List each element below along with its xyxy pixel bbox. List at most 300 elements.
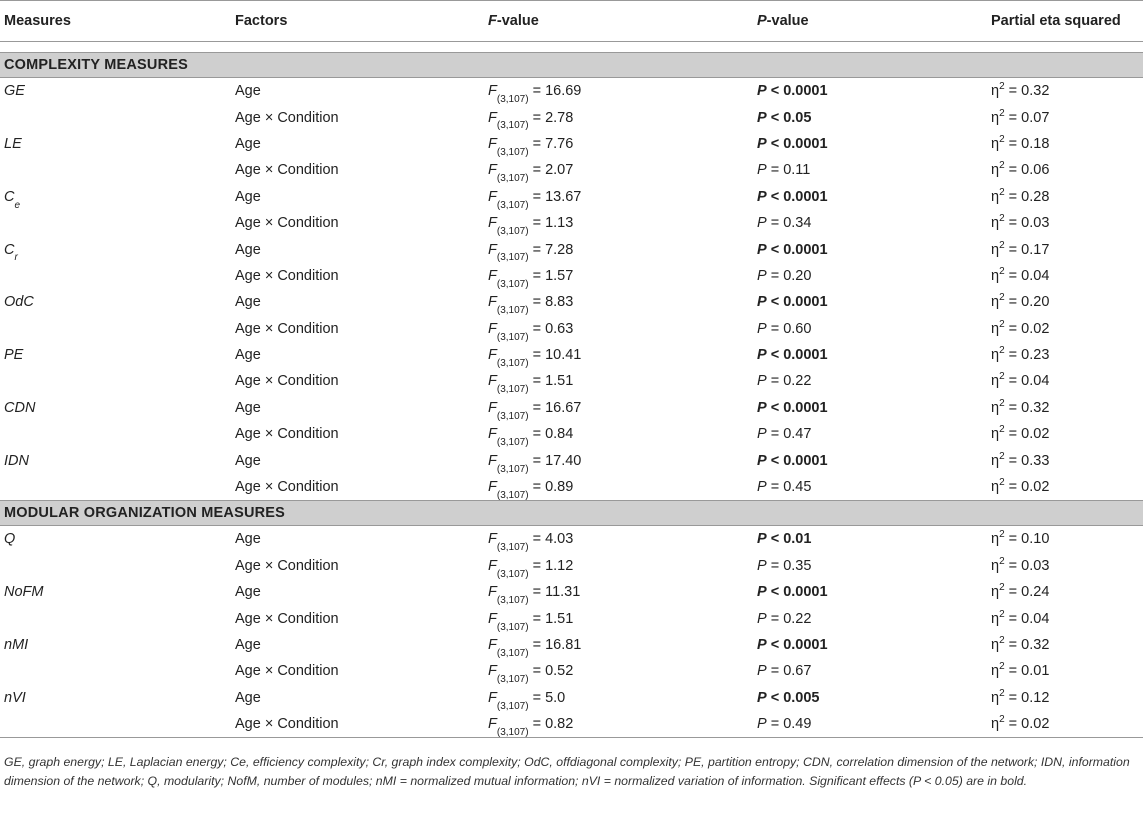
p-number: 0.0001 [783,452,828,469]
p-letter: P [757,663,767,680]
eta-equals: = [1004,241,1022,258]
f-df: (3,107) [496,568,529,580]
f-equals: = [528,689,546,706]
f-number: 0.84 [545,426,574,443]
p-number: 0.35 [783,557,812,574]
eta-symbol: η [991,584,1000,601]
eta-equals: = [1004,399,1022,416]
p-value-cell [753,474,987,501]
table-footnote: GE, graph energy; LE, Laplacian energy; Ce, efficiency complexity; Cr, graph index complexity; OdC, offdiagonal complexity; PE, partition entropy; CDN, correlation dimension of the network; IDN, information dimension of the network; Q, modularity; NofM, number of modules; nMI = normalized mutual information; nVI = normalized variation of information. Significant effects (P < 0.05) are in bold. [4,755,1130,788]
factor-cell: Age × Condition [235,663,339,680]
eta-exponent: 2 [999,635,1005,647]
p-operator: < [766,689,784,706]
p-operator: = [766,557,784,574]
f-equals: = [528,162,546,179]
f-number: 8.83 [545,294,574,311]
eta-exponent: 2 [999,266,1005,278]
p-value-cell [753,263,987,289]
eta-exponent: 2 [999,239,1005,251]
eta-exponent: 2 [999,345,1005,357]
p-value-cell [753,104,987,130]
eta-symbol: η [991,294,1000,311]
p-operator: < [766,294,784,311]
measure-cell [0,579,231,605]
measure-subscript: r [14,252,18,264]
eta-cell [987,316,1143,342]
measure-cell [0,316,231,342]
p-operator: = [766,716,784,733]
p-number: 0.0001 [783,294,828,311]
table-header-row [0,1,1143,42]
eta-exponent: 2 [999,160,1005,172]
eta-equals: = [1004,347,1022,364]
p-letter: P [757,557,767,574]
factor-cell: Age [235,83,261,100]
eta-exponent: 2 [999,556,1005,567]
table-body [0,42,1143,738]
measure-cell [0,632,231,658]
eta-cell [987,685,1143,711]
factor-cell: Age [235,241,261,258]
p-letter: P [757,320,767,337]
f-value-cell [484,553,753,579]
p-number: 0.45 [783,479,812,496]
f-letter: F [488,267,497,284]
f-value-cell [484,236,753,262]
f-equals: = [528,135,546,152]
eta-symbol: η [991,162,1000,179]
measure-cell [0,685,231,711]
f-letter: F [488,689,497,706]
p-letter: P [757,267,767,284]
eta-cell [987,263,1143,289]
p-number: 0.05 [783,109,812,126]
eta-exponent: 2 [999,687,1005,699]
measure-cell [0,157,231,183]
eta-symbol: η [991,452,1000,469]
eta-symbol: η [991,267,1000,284]
p-value-cell [753,157,987,183]
p-value-cell [753,368,987,394]
f-equals: = [528,267,546,284]
f-value-cell [484,210,753,236]
p-letter: P [757,479,767,496]
eta-exponent: 2 [999,582,1005,594]
measure-name: nVI [4,689,26,706]
p-number: 0.34 [783,215,812,232]
f-equals: = [528,531,546,548]
eta-number: 0.04 [1021,373,1050,390]
f-number: 17.40 [545,452,582,469]
f-letter: F [488,557,497,574]
eta-exponent: 2 [999,608,1005,620]
p-value-cell [753,131,987,157]
p-value-cell [753,421,987,447]
f-number: 5.0 [545,689,566,706]
measure-name: nMI [4,637,29,653]
eta-number: 0.33 [1021,452,1050,469]
table-row [0,474,1143,501]
f-df: (3,107) [496,199,529,211]
p-letter: P [757,347,767,364]
eta-symbol: η [991,637,1000,653]
f-equals: = [528,294,546,311]
eta-cell [987,289,1143,315]
measure-cell [0,104,231,130]
table-row [0,210,1143,236]
f-equals: = [528,109,546,126]
f-df: (3,107) [496,621,529,633]
f-df: (3,107) [496,226,529,238]
f-df: (3,107) [496,305,529,317]
f-number: 1.57 [545,267,574,284]
eta-cell [987,553,1143,579]
table-row [0,131,1143,157]
eta-equals: = [1004,135,1022,152]
p-value-cell [753,553,987,579]
f-value-cell [484,579,753,605]
eta-number: 0.18 [1021,135,1050,152]
f-equals: = [528,479,546,496]
f-letter: F [488,452,497,469]
f-value-cell [484,78,753,105]
eta-symbol: η [991,426,1000,443]
table-row [0,316,1143,342]
measure-cell [0,236,231,262]
measure-cell [0,78,231,105]
section-title: COMPLEXITY MEASURES [0,53,1143,78]
eta-exponent: 2 [999,107,1005,119]
f-df: (3,107) [496,595,529,607]
f-number: 16.67 [545,399,582,416]
table-row [0,395,1143,421]
p-operator: = [766,663,784,680]
eta-equals: = [1004,479,1022,496]
header-eta: Partial eta squared [987,1,1143,42]
eta-number: 0.02 [1021,426,1050,443]
factor-cell: Age [235,584,261,601]
table-row [0,289,1143,315]
eta-symbol: η [991,241,1000,258]
measure-cell [0,447,231,473]
p-value-cell [753,685,987,711]
factor-cell: Age × Condition [235,373,339,390]
eta-number: 0.02 [1021,320,1050,337]
eta-equals: = [1004,610,1022,627]
f-letter: F [488,83,497,100]
p-letter: P [757,531,767,548]
eta-symbol: η [991,215,1000,232]
p-number: 0.67 [783,663,812,680]
factor-cell: Age × Condition [235,610,339,627]
p-number: 0.22 [783,373,812,390]
f-df: (3,107) [496,410,529,422]
eta-equals: = [1004,716,1022,733]
eta-symbol: η [991,689,1000,706]
eta-exponent: 2 [999,318,1005,330]
p-letter: P [757,452,767,469]
p-operator: = [766,320,784,337]
eta-equals: = [1004,531,1022,548]
f-df: (3,107) [496,727,529,739]
p-operator: < [766,188,784,205]
p-value-cell [753,236,987,262]
p-number: 0.0001 [783,83,828,100]
measure-cell [0,131,231,157]
eta-equals: = [1004,83,1022,100]
eta-equals: = [1004,267,1022,284]
f-letter: F [488,215,497,232]
f-value-cell [484,104,753,130]
f-value-cell [484,605,753,631]
measure-name: PE [4,347,24,364]
f-equals: = [528,663,546,680]
p-operator: < [766,83,784,100]
f-number: 16.81 [545,637,582,653]
eta-symbol: η [991,109,1000,126]
eta-number: 0.28 [1021,188,1050,205]
table-row [0,104,1143,130]
f-letter: F [488,663,497,680]
measure-name: IDN [4,452,29,469]
measure-cell [0,474,231,501]
measure-name: Q [4,531,16,548]
measure-cell [0,395,231,421]
p-value-cell [753,579,987,605]
f-df: (3,107) [496,173,529,185]
f-letter: F [488,320,497,337]
p-letter: P [757,135,767,152]
eta-equals: = [1004,452,1022,469]
p-letter: P [757,373,767,390]
f-letter: F [488,479,497,496]
eta-cell [987,342,1143,368]
p-operator: = [766,479,784,496]
f-value-cell [484,526,753,553]
measure-cell [0,526,231,553]
f-number: 0.63 [545,320,574,337]
f-letter: F [488,426,497,443]
f-value-cell [484,711,753,738]
eta-equals: = [1004,663,1022,680]
eta-exponent: 2 [999,292,1005,304]
measure-cell [0,368,231,394]
f-df: (3,107) [496,252,529,264]
f-df: (3,107) [496,542,529,554]
f-number: 13.67 [545,188,582,205]
eta-number: 0.12 [1021,689,1050,706]
p-value-cell [753,184,987,210]
f-value-cell [484,632,753,658]
factor-cell: Age × Condition [235,215,339,232]
eta-exponent: 2 [999,371,1005,383]
eta-symbol: η [991,663,1000,680]
eta-cell [987,632,1143,658]
eta-number: 0.01 [1021,663,1050,680]
f-number: 1.13 [545,215,574,232]
f-equals: = [528,320,546,337]
eta-number: 0.32 [1021,399,1050,416]
eta-cell [987,447,1143,473]
f-df: (3,107) [496,700,529,712]
factor-cell: Age [235,689,261,706]
p-letter: P [757,83,767,100]
f-equals: = [528,610,546,627]
header-p-rest: -value [766,13,809,29]
p-letter: P [757,215,767,232]
eta-cell [987,579,1143,605]
factor-cell: Age × Condition [235,426,339,443]
p-number: 0.49 [783,716,812,733]
p-operator: = [766,215,784,232]
f-df: (3,107) [496,94,529,106]
p-value-cell [753,342,987,368]
p-operator: < [766,399,784,416]
measure-cell [0,711,231,738]
factor-cell: Age × Condition [235,109,339,126]
eta-number: 0.07 [1021,109,1050,126]
factor-cell: Age [235,531,261,548]
factor-cell: Age [235,399,261,416]
f-df: (3,107) [496,120,529,132]
eta-exponent: 2 [999,134,1005,146]
eta-symbol: η [991,373,1000,390]
measure-cell [0,605,231,631]
factor-cell: Age [235,347,261,364]
p-operator: < [766,531,784,548]
p-letter: P [757,610,767,627]
p-operator: < [766,109,784,126]
f-equals: = [528,188,546,205]
measure-cell [0,263,231,289]
eta-equals: = [1004,294,1022,311]
f-value-cell [484,447,753,473]
section-row [0,501,1143,526]
f-df: (3,107) [496,463,529,475]
measure-name: CDN [4,399,36,416]
table-row [0,553,1143,579]
eta-equals: = [1004,188,1022,205]
eta-number: 0.23 [1021,347,1050,364]
p-value-cell [753,289,987,315]
f-equals: = [528,426,546,443]
f-letter: F [488,109,497,126]
eta-number: 0.02 [1021,479,1050,496]
f-number: 10.41 [545,347,582,364]
eta-cell [987,236,1143,262]
p-operator: < [766,241,784,258]
measure-cell [0,184,231,210]
f-df: (3,107) [496,146,529,158]
f-number: 7.76 [545,135,574,152]
p-number: 0.01 [783,531,812,548]
f-value-cell [484,263,753,289]
eta-exponent: 2 [999,398,1005,410]
p-operator: = [766,267,784,284]
eta-number: 0.02 [1021,716,1050,733]
f-letter: F [488,399,497,416]
f-equals: = [528,373,546,390]
p-letter: P [757,241,767,258]
factor-cell: Age × Condition [235,557,339,574]
eta-number: 0.10 [1021,531,1050,548]
f-number: 1.51 [545,373,574,390]
measure-name: GE [4,83,25,100]
table-row [0,447,1143,473]
p-value-cell [753,78,987,105]
f-number: 16.69 [545,83,582,100]
f-number: 2.78 [545,109,574,126]
factor-cell: Age × Condition [235,320,339,337]
f-equals: = [528,584,546,601]
measure-cell [0,553,231,579]
eta-exponent: 2 [999,213,1005,225]
f-value-cell [484,342,753,368]
measure-cell [0,421,231,447]
eta-cell [987,605,1143,631]
f-df: (3,107) [496,437,529,449]
eta-symbol: η [991,531,1000,548]
eta-exponent: 2 [999,450,1005,462]
f-equals: = [528,215,546,232]
f-number: 7.28 [545,241,574,258]
table-row [0,342,1143,368]
table-row [0,263,1143,289]
f-letter: F [488,637,497,653]
table-row [0,184,1143,210]
factor-cell: Age × Condition [235,162,339,179]
section-title: MODULAR ORGANIZATION MEASURES [0,501,1143,526]
p-number: 0.0001 [783,135,828,152]
eta-exponent: 2 [999,714,1005,726]
eta-cell [987,711,1143,738]
p-letter: P [757,716,767,733]
p-number: 0.11 [783,162,811,179]
f-equals: = [528,399,546,416]
header-spacer [0,42,1143,53]
f-letter: F [488,531,497,548]
p-value-cell [753,526,987,553]
p-operator: < [766,347,784,364]
f-df: (3,107) [496,674,529,686]
eta-equals: = [1004,109,1022,126]
eta-symbol: η [991,83,1000,100]
eta-cell [987,184,1143,210]
eta-exponent: 2 [999,661,1005,673]
f-df: (3,107) [496,278,529,290]
f-value-cell [484,395,753,421]
eta-exponent: 2 [999,529,1005,541]
f-value-cell [484,685,753,711]
eta-cell [987,210,1143,236]
eta-equals: = [1004,557,1022,574]
p-letter: P [757,294,767,311]
f-letter: F [488,347,497,364]
f-equals: = [528,716,546,733]
f-value-cell [484,421,753,447]
p-operator: < [766,135,784,152]
factor-cell: Age [235,188,261,205]
eta-cell [987,526,1143,553]
f-equals: = [528,557,546,574]
table-row [0,711,1143,738]
p-letter: P [757,426,767,443]
factor-cell: Age [235,135,261,152]
eta-symbol: η [991,399,1000,416]
table-row [0,605,1143,631]
p-value-cell [753,395,987,421]
measure-name: NoFM [4,584,44,601]
